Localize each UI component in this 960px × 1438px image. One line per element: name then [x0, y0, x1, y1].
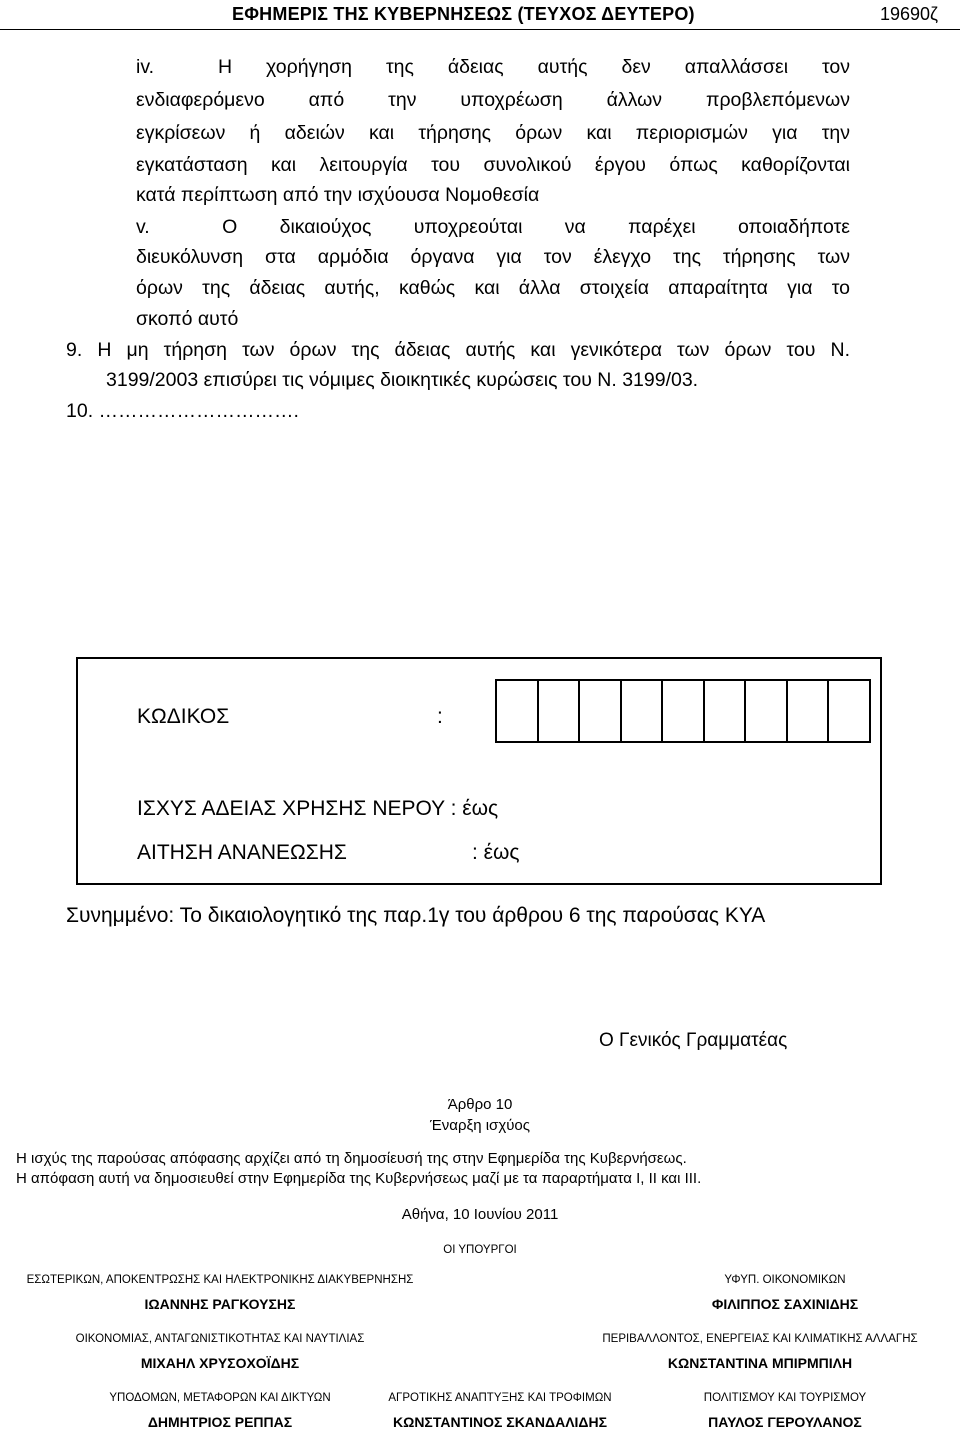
minister-name: ΚΩΝΣΤΑΝΤΙΝΟΣ ΣΚΑΝΔΑΛΙΔΗΣ — [392, 1414, 608, 1430]
code-colon: : — [437, 705, 443, 728]
minister-role: ΟΙΚΟΝΟΜΙΑΣ, ΑΝΤΑΓΩΝΙΣΤΙΚΟΤΗΤΑΣ ΚΑΙ ΝΑΥΤΙΛΙΑΣ — [75, 1333, 365, 1345]
minister-role: ΥΠΟΔΟΜΩΝ, ΜΕΤΑΦΟΡΩΝ ΚΑΙ ΔΙΚΤΥΩΝ — [109, 1392, 331, 1404]
page-number: 19690ζ — [880, 4, 938, 24]
minister-name: ΔΗΜΗΤΡΙΟΣ ΡΕΠΠΑΣ — [147, 1414, 293, 1430]
code-cells[interactable] — [495, 679, 871, 743]
para-iv-line-3: εγκρίσεων ή αδειών και τήρησης όρων και περιορισμών για την — [136, 122, 850, 144]
minister-name: ΚΩΝΣΤΑΝΤΙΝΑ ΜΠΙΡΜΠΙΛΗ — [667, 1355, 853, 1371]
para-iv-line-4: εγκατάσταση και λειτουργία του συνολικού έργου όπως καθορίζονται — [136, 154, 850, 176]
code-cell[interactable] — [622, 679, 664, 743]
header-rule — [0, 29, 960, 30]
gazette-title: ΕΦΗΜΕΡΙΣ ΤΗΣ ΚΥΒΕΡΝΗΣΕΩΣ (ΤΕΥΧΟΣ ΔΕΥΤΕΡΟ) — [232, 4, 695, 24]
para-iv-line-1: iv. Η χορήγηση της άδειας αυτής δεν απαλλάσσει τον — [136, 56, 850, 78]
para-v-line-4: σκοπό αυτό — [136, 308, 239, 330]
place-date: Αθήνα, 10 Ιουνίου 2011 — [401, 1206, 559, 1223]
renewal-label: ΑΙΤΗΣΗ ΑΝΑΝΕΩΣΗΣ — [137, 841, 347, 864]
para-v-line-3: όρων της άδειας αυτής, καθώς και άλλα στοιχεία απαραίτητα για το — [136, 277, 850, 299]
code-cell[interactable] — [788, 679, 830, 743]
minister-role: ΕΣΩΤΕΡΙΚΩΝ, ΑΠΟΚΕΝΤΡΩΣΗΣ ΚΑΙ ΗΛΕΚΤΡΟΝΙΚΗΣ ΔΙΑΚΥΒΕΡΝΗΣΗΣ — [26, 1274, 414, 1286]
secretary-general: Ο Γενικός Γραμματέας — [599, 1030, 788, 1051]
code-cell[interactable] — [829, 679, 871, 743]
minister-role: ΠΟΛΙΤΙΣΜΟΥ ΚΑΙ ΤΟΥΡΙΣΜΟΥ — [703, 1392, 867, 1404]
para-v-line-2: διευκόλυνση στα αρμόδια όργανα για τον έλεγχο της τήρησης των — [136, 246, 850, 268]
minister-name: ΜΙΧΑΗΛ ΧΡΥΣΟΧΟΪΔΗΣ — [140, 1355, 300, 1371]
minister-role: ΥΦΥΠ. ΟΙΚΟΝΟΜΙΚΩΝ — [724, 1274, 846, 1286]
code-cell[interactable] — [746, 679, 788, 743]
code-cell[interactable] — [497, 679, 539, 743]
article-text-1: Η ισχύς της παρούσας απόφασης αρχίζει από τη δημοσίευσή της στην Εφημερίδα της Κυβερνήσεως. — [16, 1150, 687, 1167]
ministers-heading: ΟΙ ΥΠΟΥΡΓΟΙ — [443, 1244, 517, 1256]
para-v-line-1: v. Ο δικαιούχος υποχρεούται να παρέχει οποιαδήποτε — [136, 216, 850, 238]
para-iv-label: iv. — [136, 56, 155, 78]
code-cell[interactable] — [705, 679, 747, 743]
attachment-note: Συνημμένο: Το δικαιολογητικό της παρ.1γ του άρθρου 6 της παρούσας ΚΥΑ — [66, 904, 766, 927]
code-cell[interactable] — [580, 679, 622, 743]
minister-role: ΑΓΡΟΤΙΚΗΣ ΑΝΑΠΤΥΞΗΣ ΚΑΙ ΤΡΟΦΙΜΩΝ — [388, 1392, 612, 1404]
code-label: ΚΩΔΙΚΟΣ — [137, 705, 230, 728]
article-number: Άρθρο 10 — [447, 1096, 513, 1113]
para-v-label: v. — [136, 216, 150, 238]
minister-name: ΦΙΛΙΠΠΟΣ ΣΑΧΙΝΙΔΗΣ — [711, 1296, 859, 1312]
code-cell[interactable] — [663, 679, 705, 743]
validity-label: ΙΣΧΥΣ ΑΔΕΙΑΣ ΧΡΗΣΗΣ ΝΕΡΟΥ : έως — [137, 797, 499, 820]
item-10: 10. …………………………. — [66, 400, 299, 422]
item-9-line-1: 9. Η μη τήρηση των όρων της άδειας αυτής και γενικότερα των όρων του Ν. — [66, 339, 850, 361]
minister-name: ΙΩΑΝΝΗΣ ΡΑΓΚΟΥΣΗΣ — [144, 1296, 296, 1312]
renewal-until: : έως — [472, 841, 520, 864]
minister-name: ΠΑΥΛΟΣ ΓΕΡΟΥΛΑΝΟΣ — [708, 1414, 862, 1430]
para-iv-line-2: ενδιαφερόμενο από την υποχρέωση άλλων προβλεπόμενων — [136, 89, 850, 111]
article-text-2: Η απόφαση αυτή να δημοσιευθεί στην Εφημερίδα της Κυβερνήσεως μαζί με τα παραρτήματα Ι, ΙΙ και ΙΙΙ. — [16, 1170, 702, 1187]
para-iv-line-5: κατά περίπτωση από την ισχύουσα Νομοθεσία — [136, 184, 540, 206]
article-title: Έναρξη ισχύος — [430, 1117, 530, 1134]
item-9-line-2: 3199/2003 επισύρει τις νόμιμες διοικητικές κυρώσεις του Ν. 3199/03. — [106, 369, 699, 391]
minister-role: ΠΕΡΙΒΑΛΛΟΝΤΟΣ, ΕΝΕΡΓΕΙΑΣ ΚΑΙ ΚΛΙΜΑΤΙΚΗΣ ΑΛΛΑΓΗΣ — [602, 1333, 918, 1345]
code-cell[interactable] — [539, 679, 581, 743]
